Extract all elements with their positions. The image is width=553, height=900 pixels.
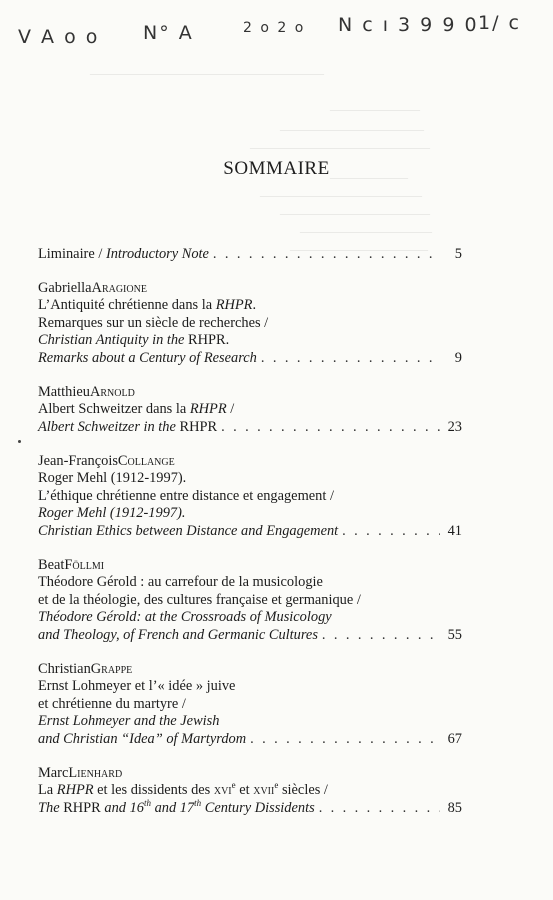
title-line [38,315,462,332]
title-line [38,350,462,367]
toc-entry [38,280,462,367]
title-text [38,592,361,609]
text-run: Roger Mehl (1912-1997). [38,505,186,522]
title-line [38,696,462,713]
text-run: Albert Schweitzer in the [38,418,180,435]
text-run: Liminaire / [38,246,106,262]
author-first-name: Beat [38,557,65,573]
author-first-name: Christian [38,661,91,677]
text-run: RHPR. [188,332,230,349]
author-name [38,384,462,401]
text-run: and Theology, of French and Germanic Cultures [38,626,318,643]
handwriting-part: 2 o 2 o [243,20,306,36]
text-run: xvii [253,782,275,799]
title-line [38,470,462,487]
title-line [38,297,462,314]
page-number: 41 [447,522,462,539]
title-line [38,419,462,436]
title-line [38,401,462,418]
title-text [38,488,334,505]
title-text [38,332,229,349]
text-run: Théodore Gérold : au carrefour de la musicologie [38,574,323,591]
page-number: 85 [447,799,462,816]
ink-dot [18,440,21,443]
text-run: siècles / [278,782,328,799]
text-run: L’éthique chrétienne entre distance et engagement / [38,487,334,504]
title-line [38,246,462,263]
author-last-name: Föllmi [64,557,105,573]
page-number: 9 [454,349,462,366]
text-run: / [226,401,235,418]
author-last-name: Aragione [91,280,147,296]
title-line [38,731,462,748]
author-first-name: Matthieu [38,384,90,400]
author-last-name: Arnold [89,384,135,400]
dot-leader [322,627,440,644]
page-number: 23 [447,418,462,435]
text-run: RHPR [189,401,227,418]
title-text [38,470,186,487]
toc-entry [38,765,462,817]
dot-leader [221,419,440,436]
author-name [38,765,462,782]
title-text [38,609,332,626]
title-text [38,713,219,730]
title-text [38,678,235,695]
title-text [38,401,234,418]
title-text [38,731,246,748]
title-line [38,574,462,591]
text-run: RHPR [179,418,218,435]
text-run: Introductory Note [105,246,209,262]
show-through: _______________________________________ _______________ ________________________ ______________________________ _____________ ___________________________ _________________________ ______________________ _______________________ [90,62,432,252]
text-run: et chrétienne du martyre / [38,695,186,712]
handwriting-part: 1/ c [478,12,521,34]
text-run: . [252,297,257,314]
text-run: Century Dissidents [201,799,315,816]
text-run: e [274,780,279,791]
title-line [38,592,462,609]
dot-leader [213,246,440,263]
author-last-name: Collange [117,453,175,469]
title-text [38,297,256,314]
dot-leader [250,731,440,748]
text-run: xvi [213,782,232,799]
text-run: Christian Antiquity in the [38,332,189,349]
text-run: Remarques sur un siècle de recherches / [38,314,269,331]
author-first-name: Jean-François [38,453,118,469]
toc-entry [38,246,462,263]
author-name [38,557,462,574]
title-line [38,782,462,799]
toc-entry [38,384,462,436]
title-text [38,246,209,263]
author-name [38,280,462,297]
handwriting-part: N° A [143,22,194,44]
title-text [38,574,323,591]
handwriting-part: V A o o [18,26,100,48]
text-run: RHPR [56,782,94,799]
title-line [38,713,462,730]
text-run: Roger Mehl (1912-1997). [38,470,187,487]
title-line [38,505,462,522]
title-line [38,678,462,695]
toc-entry [38,661,462,748]
title-text [38,696,186,713]
text-run: and Christian “Idea” of Martyrdom [38,730,247,747]
author-last-name: Lienhard [68,765,123,781]
text-run: e [231,780,236,791]
page-number: 55 [447,626,462,643]
author-name [38,661,462,678]
title-text [38,315,268,332]
title-line [38,627,462,644]
title-line [38,332,462,349]
text-run: RHPR [63,799,101,816]
text-run: th [194,798,202,809]
dot-leader [261,350,440,367]
author-first-name: Marc [38,765,69,781]
author-first-name: Gabriella [38,280,92,296]
text-run: Albert Schweitzer dans la [38,401,190,418]
title-line [38,609,462,626]
author-last-name: Grappe [90,661,133,677]
title-text [38,523,338,540]
text-run: et [235,782,254,799]
text-run: et de la théologie, des cultures française et germanique / [38,591,361,608]
handwritten-note [18,14,538,54]
toc-entry [38,557,462,644]
text-run: Remarks about a Century of Research [38,349,257,366]
title-text [38,800,315,817]
title-text [38,505,185,522]
text-run: RHPR [215,297,253,314]
text-run: Théodore Gérold: at the Crossroads of Musicology [38,609,332,626]
text-run: Ernst Lohmeyer and the Jewish [38,713,220,730]
text-run: The [38,799,64,816]
title-text [38,627,318,644]
text-run: th [143,798,151,809]
title-text [38,419,217,436]
title-line [38,800,462,817]
title-text [38,782,328,799]
title-line [38,488,462,505]
title-text [38,350,257,367]
page-title: SOMMAIRE [223,158,330,179]
dot-leader [319,800,440,817]
text-run: Ernst Lohmeyer et l’« idée » juive [38,678,236,695]
toc-entry [38,453,462,540]
text-run: and 17 [150,799,195,816]
text-run: La [38,782,57,799]
handwriting-part: N c ı 3 9 9 0 [338,14,479,36]
text-run: and 16 [100,799,144,816]
page-number: 5 [454,246,462,262]
text-run: et les dissidents des [93,782,214,799]
title-line [38,523,462,540]
author-name [38,453,462,470]
page-number: 67 [447,730,462,747]
text-run: Christian Ethics between Distance and Engagement [38,522,339,539]
text-run: L’Antiquité chrétienne dans la [38,297,216,314]
dot-leader [342,523,440,540]
